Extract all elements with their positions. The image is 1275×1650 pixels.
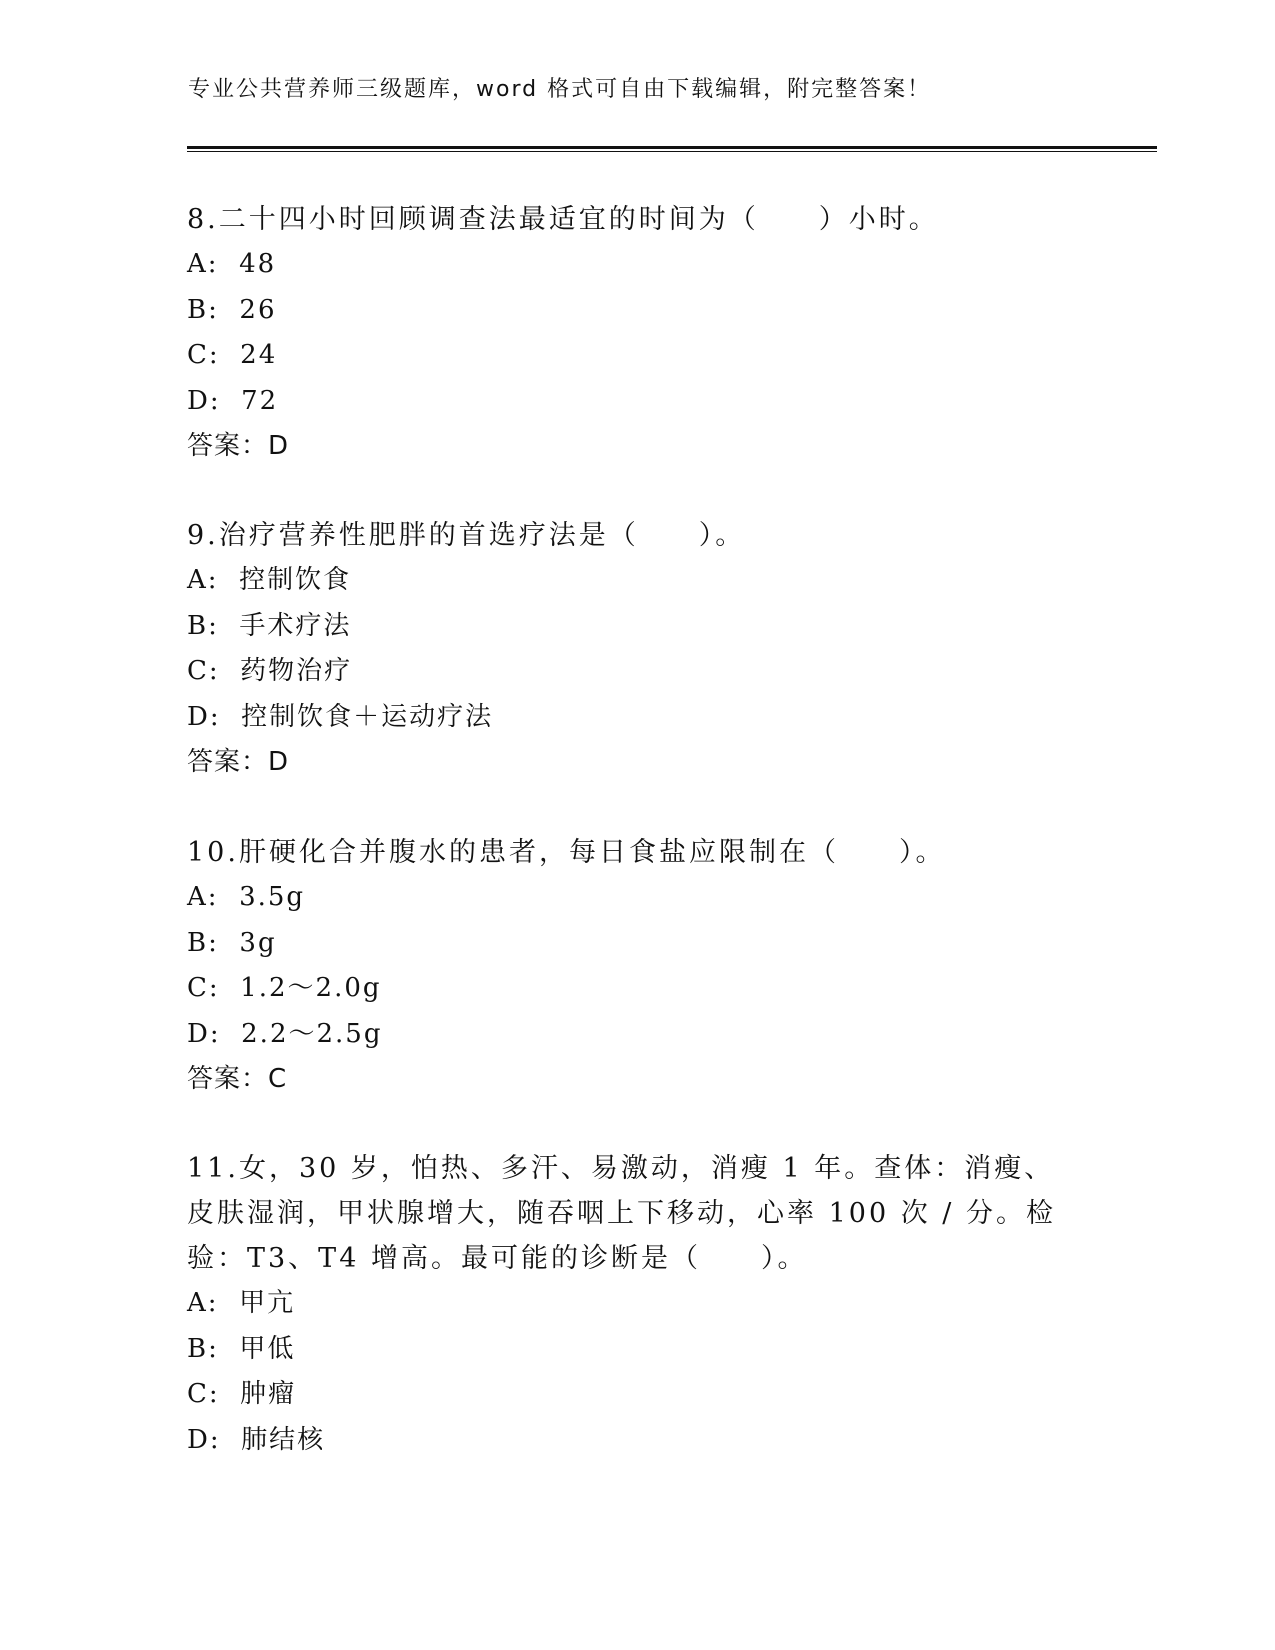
- option-d: D: 2.2～2.5g: [187, 1018, 383, 1049]
- header-rule-thin: [187, 151, 1157, 152]
- option-d: D: 控制饮食＋运动疗法: [187, 701, 494, 732]
- option-b: B: 手术疗法: [187, 610, 352, 641]
- answer-line: 答案：C: [187, 1064, 288, 1094]
- option-c: C: 1.2～2.0g: [187, 973, 382, 1003]
- option-d: D: 72: [187, 385, 279, 416]
- header-rule-thick: [187, 146, 1157, 149]
- question-stem: 10.肝硬化合并腹水的患者，每日食盐应限制在（ ）。: [187, 837, 946, 868]
- question-stem: 11.女，30 岁，怕热、多汗、易激动，消瘦 1 年。查体：消瘦、皮肤湿润，甲状腺增大，随吞咽上下移动，心率 100 次 / 分。检验：T3、T4 增高。最可能的诊断是（ ）。: [187, 1153, 1056, 1274]
- question-10: [187, 830, 1087, 1103]
- option-b: B: 26: [187, 294, 277, 325]
- answer-line: 答案：D: [187, 431, 290, 461]
- option-c: C: 肿瘤: [187, 1379, 297, 1409]
- option-c: C: 药物治疗: [187, 656, 353, 686]
- option-d: D: 肺结核: [187, 1424, 326, 1455]
- question-9: [187, 513, 1087, 786]
- answer-line: 答案：D: [187, 747, 290, 777]
- question-stem: 9.治疗营养性肥胖的首选疗法是（ ）。: [187, 520, 746, 551]
- question-11: [187, 1146, 1077, 1463]
- option-b: B: 甲低: [187, 1333, 296, 1364]
- option-b: B: 3g: [187, 927, 277, 958]
- option-a: A: 甲亢: [187, 1288, 296, 1318]
- question-8: [187, 197, 1087, 470]
- option-a: A: 3.5g: [187, 882, 306, 912]
- option-c: C: 24: [187, 340, 278, 370]
- page-header: 专业公共营养师三级题库，word 格式可自由下载编辑，附完整答案！: [188, 77, 932, 102]
- option-a: A: 控制饮食: [187, 565, 352, 595]
- option-a: A: 48: [187, 249, 277, 279]
- question-stem: 8.二十四小时回顾调查法最适宜的时间为（ ）小时。: [187, 204, 939, 235]
